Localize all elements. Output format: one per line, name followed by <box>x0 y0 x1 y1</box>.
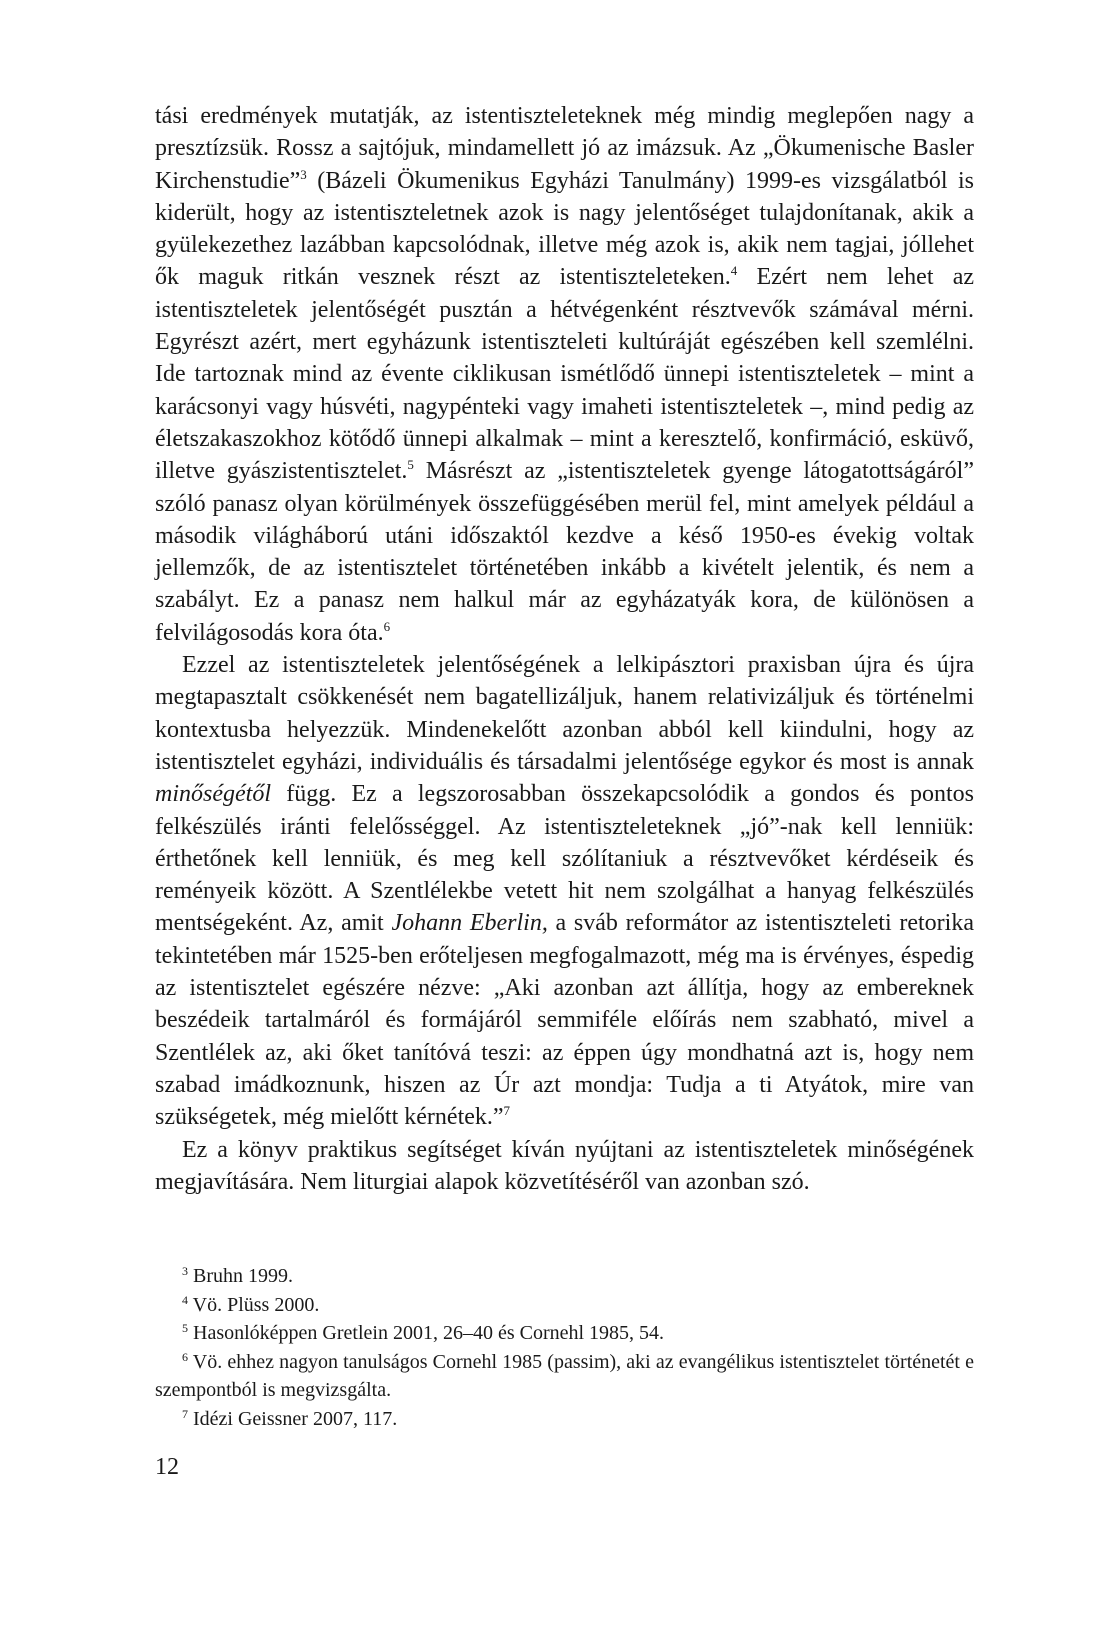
p1-text-4: Másrészt az „istentiszteletek gyenge látogatottságáról” szóló panasz olyan körülmények összefüggésében merül fel, mint amelyek például a második világháború utáni időszaktól kezdve a késő 1950-es évekig voltak jellemzők, de az istentisztelet történetében inkább a kivételt jelentik, és nem a szabályt. Ez a panasz nem halkul már az egyházatyák kora, de különösen a felvilágosodás kora óta. <box>155 458 974 646</box>
footnote-ref-5[interactable]: 5 <box>407 457 414 473</box>
footnote-text: Vö. ehhez nagyon tanulságos Cornehl 1985 (passim), aki az evangélikus istentisztelet történetét e szempontból is megvizsgálta. <box>155 1350 974 1401</box>
body-text <box>155 100 974 1198</box>
footnote-6 <box>155 1348 974 1405</box>
p1-text-1: tási eredmények mutatják, az istentiszteleteknek még mindig meglepően nagy a presztízsük. Rossz a sajtójuk, mindamellett jó az imázsuk. Az „Ökumenische Basler Kirchenstudie” <box>155 103 974 194</box>
p2-text-1: Ezzel az istentiszteletek jelentőségének a lelkipásztori praxisban újra és újra megtapasztalt csökkenését nem bagatellizáljuk, hanem relativizáljuk és történelmi kontextusba helyezzük. Mindenekelőtt azonban abból kell kiindulni, hogy az istentisztelet egyházi, individuális és társadalmi jelentősége egykor és most is annak <box>155 652 974 775</box>
footnote-ref-3[interactable]: 3 <box>300 166 307 182</box>
footnote-number: 7 <box>182 1406 188 1421</box>
footnote-3 <box>155 1262 974 1291</box>
footnote-number: 5 <box>182 1321 188 1335</box>
p3-text-1: Ez a könyv praktikus segítséget kíván nyújtani az istentiszteletek minőségének megjavítására. Nem liturgiai alapok közvetítéséről van azonban szó. <box>155 1136 974 1195</box>
p2-text-3: a sváb reformátor az istentiszteleti retorika tekintetében már 1525-ben erőteljesen megfogalmazott, még ma is érvényes, éspedig az istentisztelet egészére nézve: „Aki azonban azt állítja, hogy az embereknek beszédeik tartalmáról és formájáról semmiféle előírás nem szabható, mivel a Szentlélek az, aki őket tanítóvá teszi: az éppen úgy mondhatná azt is, hogy nem szabad imádkoznunk, hiszen az Úr azt mondja: Tudja a ti Atyátok, mire van szükségetek, még mielőtt kérnétek.” <box>155 910 974 1131</box>
p1-text-2: (Bázeli Ökumenikus Egyházi Tanulmány) 1999-es vizsgálatból is kiderült, hogy az istentiszteletnek azok is nagy jelentőséget tulajdonítanak, akik a gyülekezethez lazábban kapcsolódnak, illetve még azok is, akik nem tagjai, jóllehet ők maguk ritkán vesznek részt az istentiszteleteken. <box>155 167 974 291</box>
p2-emphasis-2: Johann Eberlin, <box>391 910 548 937</box>
footnote-4 <box>155 1291 974 1320</box>
p2-text-2: függ. Ez a legszorosabban összekapcsolódik a gondos és pontos felkészülés iránti felelősséggel. Az istentiszteleteknek „jó”-nak kell lenniük: érthetőnek kell lenniük, és meg kell szólítaniuk a résztvevőket kérdéseik és reményeik között. A Szentlélekbe vetett hit nem szolgálhat a hanyag felkészülés mentségeként. Az, amit <box>155 781 974 937</box>
paragraph-2 <box>155 649 974 1133</box>
footnote-number: 6 <box>182 1349 188 1364</box>
paragraph-1 <box>155 100 974 649</box>
p1-text-3: Ezért nem lehet az istentiszteletek jelentőségét pusztán a hétvégenként résztvevők számával mérni. Egyrészt azért, mert egyházunk istentiszteleti kultúráját egészében kell szemlélni. Ide tartoznak mind az évente ciklikusan ismétlődő ünnepi istentiszteletek – mint a karácsonyi vagy húsvéti, nagypénteki vagy imaheti istentiszteletek –, mind pedig az életszakaszokhoz kötődő ünnepi alkalmak – mint a keresztelő, konfirmáció, esküvő, illetve gyászistentisztelet. <box>155 264 975 485</box>
p2-emphasis-1: minőségétől <box>155 781 271 808</box>
footnote-number: 4 <box>182 1292 188 1307</box>
footnote-text: Bruhn 1999. <box>188 1265 293 1287</box>
footnotes <box>155 1262 974 1433</box>
footnote-ref-6[interactable]: 6 <box>383 618 391 634</box>
footnote-number: 3 <box>182 1264 188 1278</box>
footnote-text: Vö. Plüss 2000. <box>188 1293 320 1316</box>
footnote-ref-4[interactable]: 4 <box>730 263 738 279</box>
page-number: 12 <box>155 1454 179 1480</box>
footnote-ref-7[interactable]: 7 <box>503 1103 511 1119</box>
footnote-text: Hasonlóképpen Gretlein 2001, 26–40 és Cornehl 1985, 54. <box>188 1322 665 1344</box>
footnote-7 <box>155 1405 974 1434</box>
paragraph-3 <box>155 1134 974 1199</box>
footnote-text: Idézi Geissner 2007, 117. <box>188 1407 398 1430</box>
footnote-5 <box>155 1319 974 1348</box>
